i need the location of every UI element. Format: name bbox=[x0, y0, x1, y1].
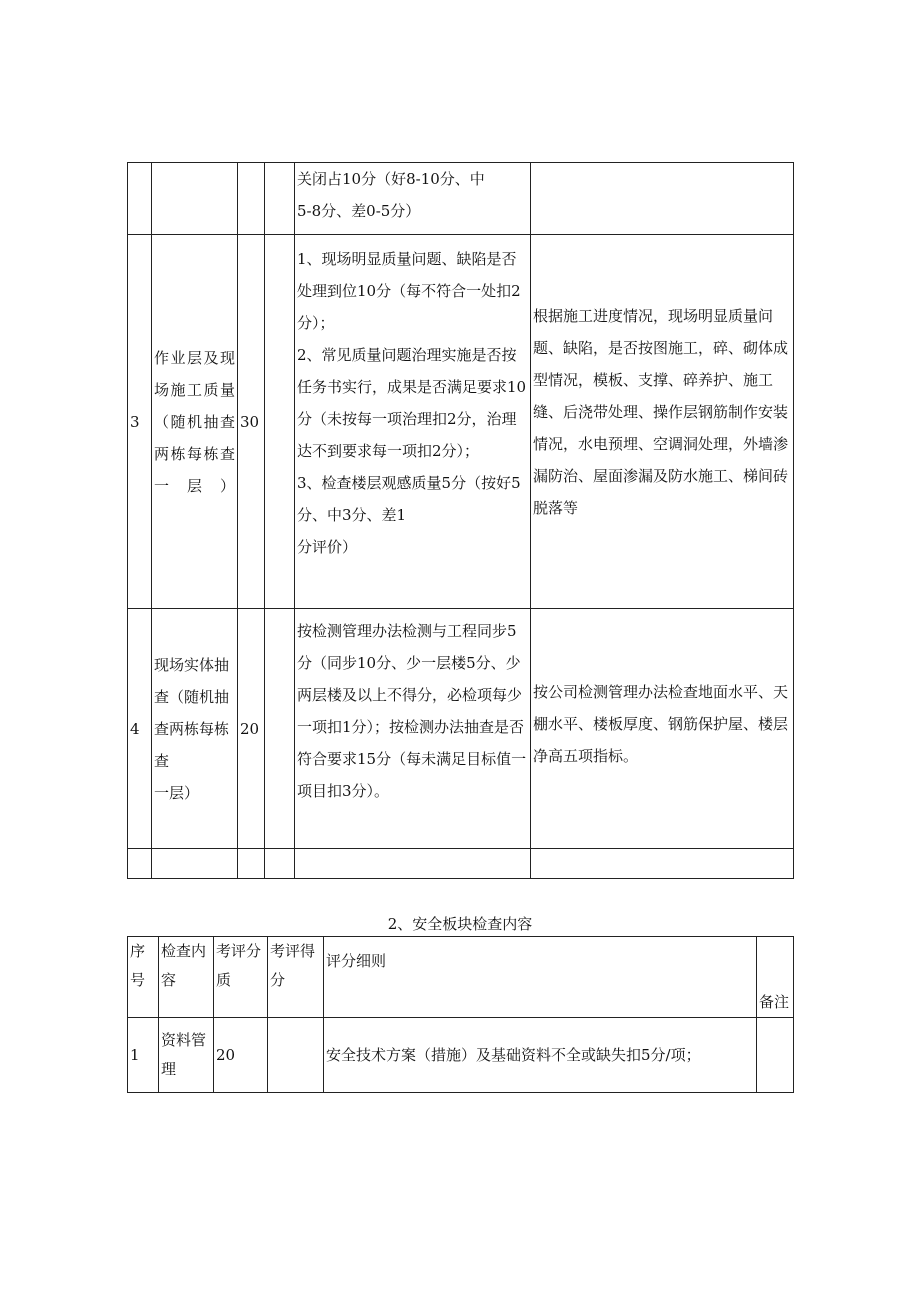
criteria-cell: 关闭占10分（好8-10分、中 5-8分、差0-5分） bbox=[295, 163, 531, 235]
criteria-cell: 1、现场明显质量问题、缺陷是否处理到位10分（每不符合一处扣2分）； 2、常见质量问题治理实施是否按任务书实行，成果是否满足要求10分（未按每一项治理扣2分，治理达不到要求每一项扣2分）； 3、检查楼层观感质量5分（按好5分、中3分、差1 分评价） bbox=[295, 235, 531, 609]
check-item: 资料管理 bbox=[159, 1018, 214, 1093]
score-obtained bbox=[265, 609, 295, 849]
score-obtained bbox=[268, 1018, 324, 1093]
header-item: 检查内容 bbox=[159, 937, 214, 1018]
note-cell bbox=[757, 1018, 794, 1093]
row-number: 4 bbox=[128, 609, 152, 849]
criteria-cell: 安全技术方案（措施）及基础资料不全或缺失扣5分/项； bbox=[324, 1018, 757, 1093]
safety-check-table bbox=[127, 936, 794, 1093]
table-row bbox=[128, 849, 794, 879]
criteria-cell: 按检测管理办法检测与工程同步5分（同步10分、少一层楼5分、少两层楼及以上不得分，必检项每少一项扣1分）；按检测办法抽查是否符合要求15分（每未满足目标值一项目扣3分）。 bbox=[295, 609, 531, 849]
score-value bbox=[238, 849, 265, 879]
header-row bbox=[128, 937, 794, 1018]
score-obtained bbox=[265, 235, 295, 609]
note-cell bbox=[531, 849, 794, 879]
score-obtained bbox=[265, 849, 295, 879]
row-number: 3 bbox=[128, 235, 152, 609]
quality-check-table bbox=[127, 162, 794, 879]
row-number bbox=[128, 163, 152, 235]
section-title: 2、安全板块检查内容 bbox=[387, 915, 533, 933]
note-cell: 按公司检测管理办法检查地面水平、天棚水平、楼板厚度、钢筋保护屋、楼层净高五项指标。 bbox=[531, 609, 794, 849]
score-value: 20 bbox=[238, 609, 265, 849]
check-item: 现场实体抽查（随机抽查两栋每栋查 一层） bbox=[152, 609, 238, 849]
row-number bbox=[128, 849, 152, 879]
header-got: 考评得分 bbox=[268, 937, 324, 1018]
check-item bbox=[152, 163, 238, 235]
row-number: 1 bbox=[128, 1018, 159, 1093]
score-obtained bbox=[265, 163, 295, 235]
note-cell: 根据施工进度情况，现场明显质量问题、缺陷，是否按图施工，碎、砌体成型情况，模板、支撑、碎养护、施工缝、后浇带处理、操作层钢筋制作安装情况，水电预埋、空调洞处理，外墙渗漏防治、屋面渗漏及防水施工、梯间砖脱落等 bbox=[531, 235, 794, 609]
table-row bbox=[128, 163, 794, 235]
header-criteria: 评分细则 bbox=[324, 937, 757, 1018]
table-row bbox=[128, 235, 794, 609]
header-note: 备注 bbox=[757, 937, 794, 1018]
score-value: 20 bbox=[214, 1018, 268, 1093]
note-cell bbox=[531, 163, 794, 235]
check-item bbox=[152, 849, 238, 879]
score-value bbox=[238, 163, 265, 235]
table-row bbox=[128, 1018, 794, 1093]
score-value: 30 bbox=[238, 235, 265, 609]
criteria-cell bbox=[295, 849, 531, 879]
header-no: 序号 bbox=[128, 937, 159, 1018]
table-row bbox=[128, 609, 794, 849]
check-item: 作业层及现场施工质量（随机抽查两栋每栋查一层） bbox=[152, 235, 238, 609]
header-score: 考评分质 bbox=[214, 937, 268, 1018]
